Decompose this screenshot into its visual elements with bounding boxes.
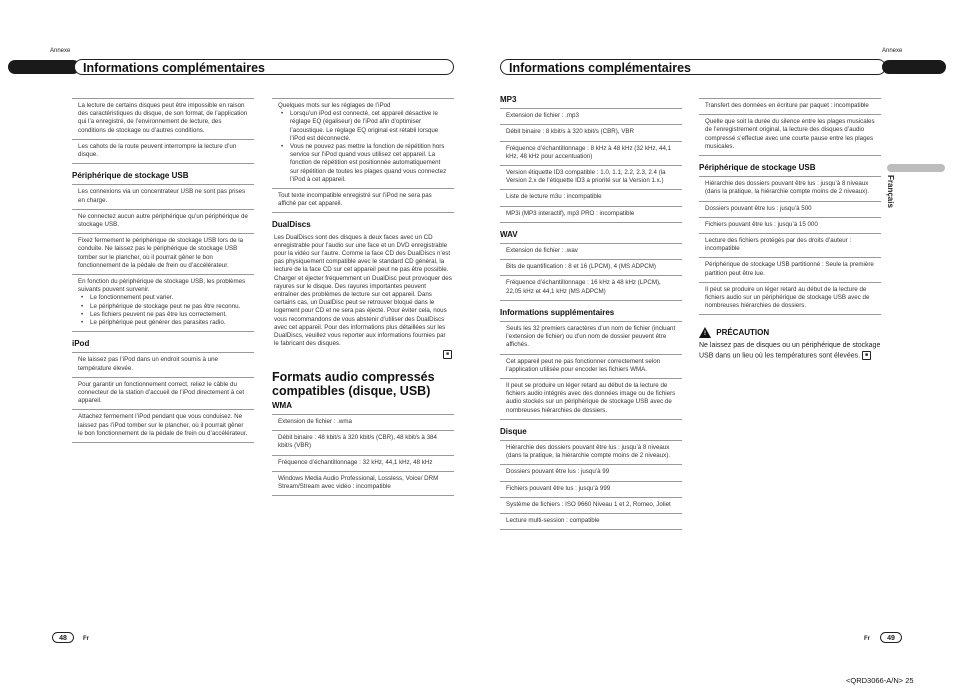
text-block bbox=[500, 259, 682, 275]
text-block bbox=[500, 513, 682, 530]
paragraph: Il peut se produire un léger retard au début de la lecture de fichiers audio sur un périphérique de stockage USB avec de nombreuses hiérarchies de dossiers. bbox=[705, 285, 870, 310]
paragraph: Quelques mots sur les réglages de l’iPod bbox=[278, 102, 391, 109]
text-block bbox=[500, 165, 682, 189]
paragraph: Tout texte incompatible enregistré sur l’iPod ne sera pas affiché par cet appareil. bbox=[278, 192, 432, 208]
bullet-item: • Le périphérique de stockage peut ne pas être reconnu. bbox=[78, 303, 248, 311]
paragraph: Les cahots de la route peuvent interrompre la lecture d’un disque. bbox=[78, 142, 237, 159]
text-block bbox=[500, 321, 682, 354]
lang-code-right: Fr bbox=[864, 636, 870, 642]
paragraph: Fichiers pouvant être lus : jusqu’à 15 000 bbox=[705, 220, 818, 228]
text-block bbox=[272, 188, 454, 213]
text-block bbox=[500, 497, 682, 513]
text-block bbox=[500, 189, 682, 205]
text-block bbox=[699, 233, 881, 257]
text-block bbox=[500, 124, 682, 140]
paragraph: Débit binaire : 48 kbit/s à 320 kbit/s (CBR), 48 kbit/s à 384 kbit/s (VBR) bbox=[278, 434, 437, 450]
document-code: <QRD3066-A/N> 25 bbox=[846, 676, 914, 685]
text-block bbox=[699, 282, 881, 316]
heading-disque: Disque bbox=[500, 426, 527, 436]
paragraph: Périphérique de stockage USB partitionné : Seule la première partition peut être lue. bbox=[705, 261, 874, 277]
paragraph: Bits de quantification : 8 et 16 (LPCM), 4 (MS ADPCM) bbox=[506, 263, 656, 271]
bullet-item: • Lorsqu’un iPod est connecté, cet appareil désactive le réglage EQ (égaliseur) de l’iPod afin d’optimiser l’acoustique. Le réglage EQ original est rétabli lorsque l’iPod est déconnecté. bbox=[278, 110, 448, 143]
paragraph: Fréquence d’échantillonnage : 8 kHz à 48 kHz (32 kHz, 44,1 kHz, 48 kHz pour accentuation) bbox=[506, 144, 672, 160]
text-block bbox=[500, 275, 682, 300]
text-block bbox=[500, 108, 682, 124]
text-block bbox=[72, 184, 254, 208]
lang-code-left: Fr bbox=[83, 636, 89, 642]
annexe-label-right: Annexe bbox=[882, 48, 903, 54]
paragraph: Ne laissez pas l’iPod dans un endroit soumis à une température élevée. bbox=[78, 356, 218, 372]
paragraph: En fonction du périphérique de stockage USB, les problèmes suivants pouvent survenir. bbox=[78, 278, 246, 294]
text-block bbox=[72, 233, 254, 274]
text-block bbox=[699, 257, 881, 281]
text-block bbox=[272, 98, 454, 188]
language-label: Français bbox=[886, 175, 895, 208]
column-2 bbox=[272, 98, 454, 496]
paragraph: Version étiquette ID3 compatible : 1.0, 1.1, 2.2, 2.3, 2.4 (la Version 2.x de l’étiquette ID3 a priorité sur la Version 1.x.) bbox=[506, 169, 666, 185]
paragraph: Il peut se produire un léger retard au début de la lecture de fichiers audio intégrés avec des données image ou de fichiers audio stockés sur un périphérique de stockage USB avec de nombreuses hiérarchies de dossiers. bbox=[506, 382, 676, 414]
text-block bbox=[500, 141, 682, 165]
paragraph: Seuls les 32 premiers caractères d’un nom de fichier (incluant l’extension de fichier) ou d’un nom de dossier peuvent être affichés. bbox=[506, 325, 676, 349]
text-block bbox=[72, 274, 254, 332]
column-1 bbox=[72, 98, 254, 443]
paragraph: Débit binaire : 8 kbit/s à 320 kbit/s (CBR), VBR bbox=[506, 128, 634, 136]
header-pill-left bbox=[8, 60, 80, 74]
precaution-text: Ne laissez pas de disques ou un périphérique de stockage USB dans un lieu où les températures sont élevées. bbox=[699, 342, 881, 360]
paragraph: Cet appareil peut ne pas fonctionner correctement selon l’application utilisée pour encoder les fichiers WMA. bbox=[506, 357, 661, 373]
text-block bbox=[272, 471, 454, 496]
text-block bbox=[72, 377, 254, 410]
heading-supplementary: Informations supplémentaires bbox=[500, 307, 615, 317]
paragraph: Système de fichiers : ISO 9660 Niveau 1 et 2, Romeo, Joliet bbox=[506, 500, 671, 508]
paragraph: Extension de fichier : .wma bbox=[278, 418, 352, 426]
paragraph: Les DualDiscs sont des disques à deux faces avec un CD enregistrable pour l’audio sur une face et un DVD enregistrable pour la vidéo sur l’autre. Comme la face CD des DualDiscs n’est pas physiquement compatible avec le standard CD général, la lecture de la face CD sur cet appareil peut ne pas être possible. Charger et éjecter fréquemment un DualDisc peut provoquer des rayures sur le disque. Des rayures importantes peuvent entraîner des problèmes de lecture sur cet appareil. Dans certains cas, un DualDisc peut se retrouver bloqué dans le logement pour CD et ne sera pas éjecté. Pour éviter cela, nous vous recommandons de vous abstenir d’utiliser des DualDiscs avec cet appareil. Pour des informations plus détaillées sur les DualDiscs, veuillez vous reporter aux informations fournies par le fabricant des disques. bbox=[274, 233, 452, 348]
paragraph: Dossiers pouvant être lus : jusqu’à 500 bbox=[705, 204, 812, 212]
paragraph: Lecture multi-session : compatible bbox=[506, 517, 600, 525]
text-block bbox=[72, 409, 254, 443]
text-block bbox=[500, 206, 682, 223]
section-title-right: Informations complémentaires bbox=[500, 59, 886, 75]
paragraph: Hiérarchie des dossiers pouvant être lus : jusqu’à 8 niveaux (dans la pratique, la hiérarchie compte moins de 2 niveaux). bbox=[506, 444, 671, 460]
text-block bbox=[699, 98, 881, 114]
section-title-left: Informations complémentaires bbox=[74, 59, 454, 75]
paragraph: Fixez fermement le périphérique de stockage USB lors de la conduite. Ne laissez pas le périphérique de stockage USB tomber sur le plancher, où il pourrait gêner le bon fonctionnement de la pédale de frein ou d’accélérateur. bbox=[78, 237, 244, 269]
text-block bbox=[699, 114, 881, 156]
paragraph: Ne connectez aucun autre périphérique qu’un périphérique de stockage USB. bbox=[78, 212, 248, 229]
heading-usb: Périphérique de stockage USB bbox=[72, 171, 189, 181]
text-block bbox=[72, 352, 254, 376]
paragraph: Les connexions via un concentrateur USB ne sont pas prises en charge. bbox=[78, 188, 246, 204]
text-block bbox=[72, 209, 254, 233]
paragraph: Fréquence d’échantillonnage : 32 kHz, 44,1 kHz, 48 kHz bbox=[278, 458, 433, 466]
paragraph: Quelle que soit la durée du silence entre les plages musicales de l’enregistrement original, la lecture des disques d’audio compressé s’effectue avec une courte pause entre les plages musicales. bbox=[705, 118, 875, 150]
paragraph: Lecture des fichiers protégés par des droits d’auteur : incompatible bbox=[705, 237, 852, 253]
warning-icon: ! bbox=[699, 327, 711, 338]
annexe-label-left: Annexe bbox=[50, 48, 71, 54]
paragraph: Fichiers pouvant être lus : jusqu’à 999 bbox=[506, 484, 611, 492]
paragraph: Attachez fermement l’iPod pendant que vous conduisez. Ne laissez pas l’iPod tomber sur le plancher, où il pourrait gêner le bon fonctionnement de la pédale de frein ou d’accélérateur. bbox=[78, 413, 248, 437]
text-block bbox=[500, 378, 682, 420]
paragraph: MP3i (MP3 interactif), mp3 PRO : incompatible bbox=[506, 209, 635, 217]
bullet-item: • Le fonctionnement peut varier. bbox=[78, 294, 248, 302]
paragraph: La lecture de certains disques peut être impossible en raison des caractéristiques du disque, de son format, de l’application qui l’a enregistré, de l’environnement de lecture, des conditions de stockage ou d’autres conditions. bbox=[78, 102, 248, 134]
text-block bbox=[500, 354, 682, 378]
text-block bbox=[699, 217, 881, 233]
precaution-heading: PRÉCAUTION bbox=[716, 328, 770, 338]
page-number-left: 48 bbox=[52, 632, 74, 643]
header-pill-right bbox=[882, 60, 946, 74]
text-block bbox=[500, 464, 682, 480]
end-mark-icon: ■ bbox=[862, 351, 871, 360]
text-block bbox=[699, 176, 881, 200]
paragraph: Pour garantir un fonctionnement correct, reliez le câble du connecteur de la station d’accueil de l’iPod directement à cet appareil. bbox=[78, 380, 245, 405]
column-4 bbox=[699, 98, 881, 361]
language-tab bbox=[887, 164, 945, 172]
paragraph: Extension de fichier : .wav bbox=[506, 247, 578, 255]
paragraph: Windows Media Audio Professional, Lossless, Voice/ DRM Stream/Stream avec vidéo : incompatible bbox=[278, 474, 439, 491]
heading-wav: WAV bbox=[500, 229, 518, 239]
heading-formats: Formats audio compressés compatibles (disque, USB) bbox=[272, 369, 435, 398]
text-block bbox=[500, 440, 682, 464]
text-block bbox=[72, 98, 254, 139]
heading-mp3: MP3 bbox=[500, 95, 517, 104]
paragraph: Fréquence d’échantillonnage : 16 kHz à 48 kHz (LPCM), 22,05 kHz et 44,1 kHz (MS ADPCM) bbox=[506, 279, 661, 295]
paragraph: Liste de lecture m3u : incompatible bbox=[506, 193, 602, 201]
end-mark-icon: ■ bbox=[443, 350, 452, 359]
text-block bbox=[272, 455, 454, 471]
column-3 bbox=[500, 96, 682, 530]
text-block bbox=[500, 243, 682, 259]
bullet-item: • Le périphérique peut générer des parasites radio. bbox=[78, 319, 248, 327]
heading-dualdiscs: DualDiscs bbox=[272, 220, 311, 230]
bullet-item: • Les fichiers peuvent ne pas être lus correctement. bbox=[78, 311, 248, 319]
paragraph: Dossiers pouvant être lus : jusqu’à 99 bbox=[506, 468, 610, 476]
text-block bbox=[699, 201, 881, 217]
text-block bbox=[272, 234, 454, 360]
text-block bbox=[272, 430, 454, 454]
paragraph: Transfert des données en écriture par paquet : incompatible bbox=[705, 102, 869, 109]
paragraph: Hiérarchie des dossiers pouvant être lus : jusqu’à 8 niveaux (dans la pratique, la hiérarchie compte moins de 2 niveaux). bbox=[705, 180, 870, 196]
text-block bbox=[500, 481, 682, 497]
paragraph: Extension de fichier : .mp3 bbox=[506, 112, 579, 120]
text-block bbox=[72, 139, 254, 164]
heading-usb-right: Périphérique de stockage USB bbox=[699, 163, 816, 173]
page-number-right: 49 bbox=[880, 632, 902, 643]
precaution-box bbox=[699, 327, 881, 360]
text-block bbox=[272, 414, 454, 430]
heading-wma: WMA bbox=[272, 400, 292, 410]
bullet-item: • Vous ne pouvez pas mettre la fonction de répétition hors service sur l’iPod quand vous utilisez cet appareil. La fonction de répétition est positionnée automatiquement sur répétition de toutes les plages quand vous connectez l’iPod à cet appareil. bbox=[278, 143, 448, 184]
heading-ipod: iPod bbox=[72, 339, 90, 349]
